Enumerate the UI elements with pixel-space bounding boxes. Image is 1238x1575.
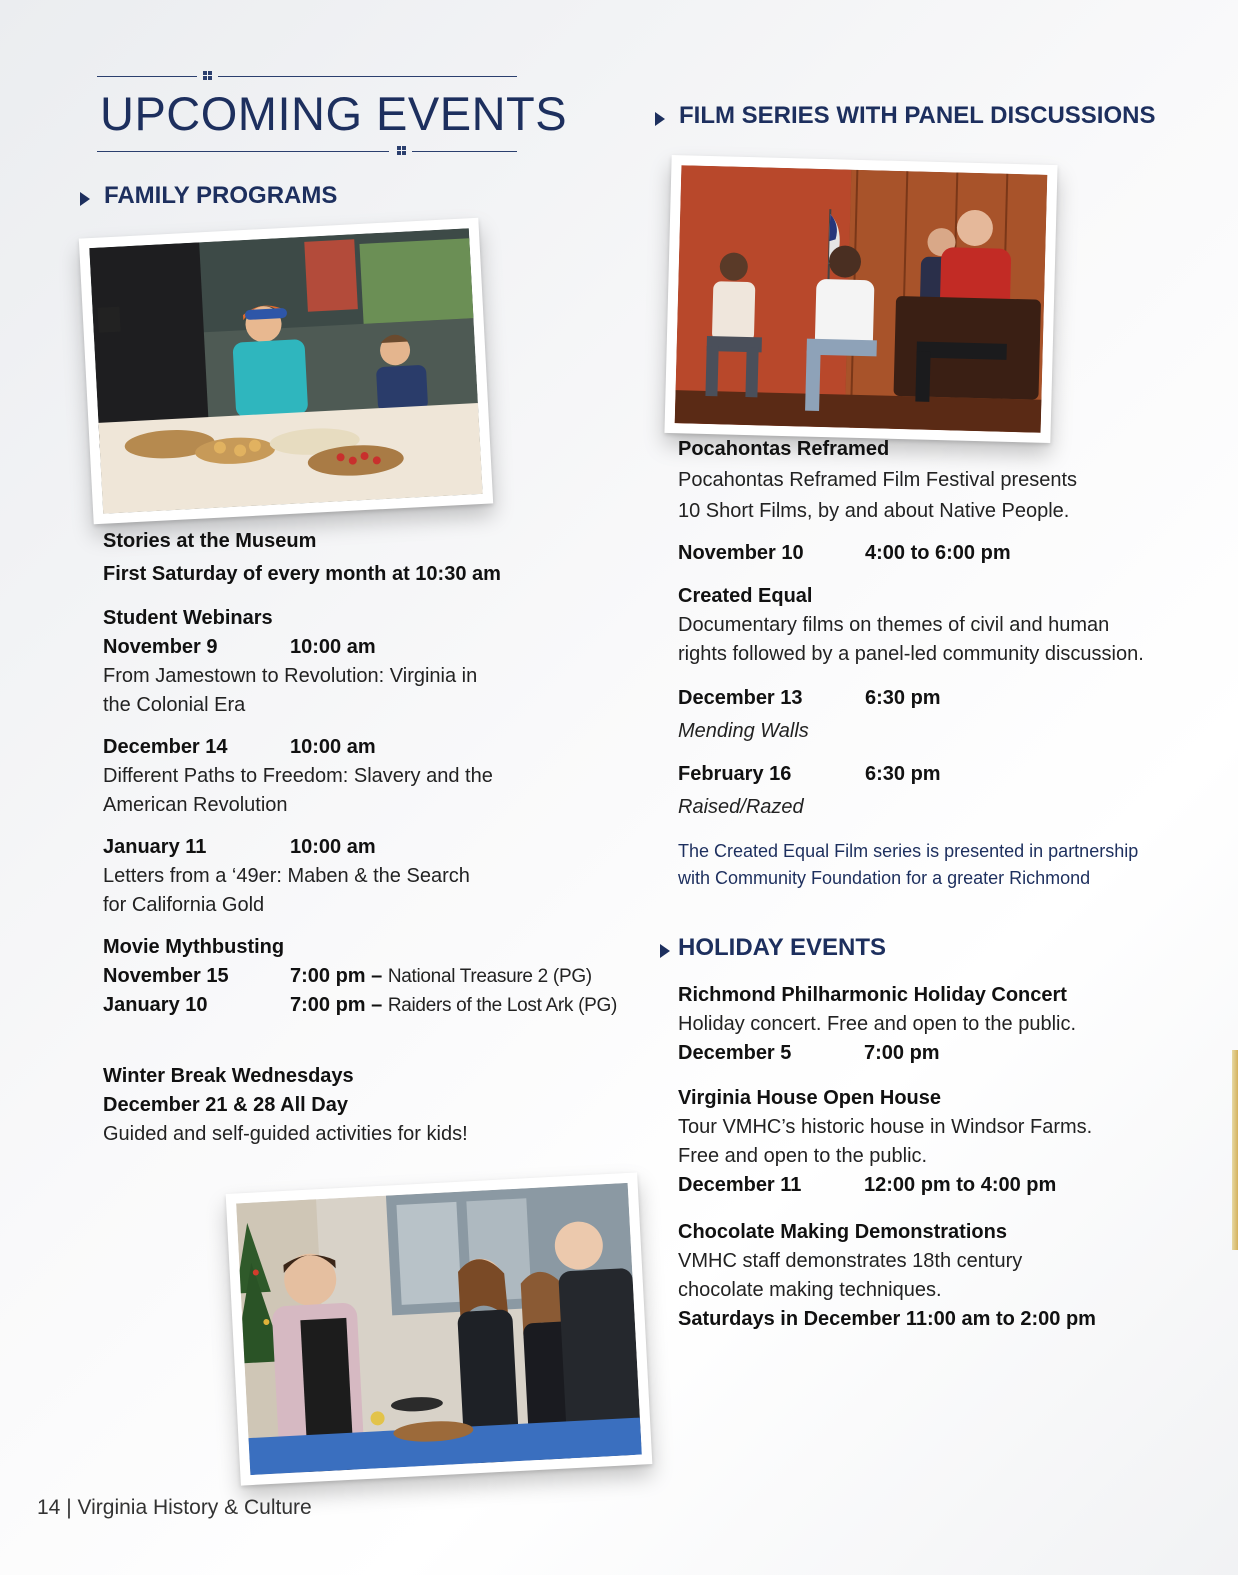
title-rule-bottom-left [97, 151, 389, 152]
webinar-desc-line1: Different Paths to Freedom: Slavery and the [103, 765, 493, 787]
family-photo [79, 218, 493, 525]
credit-line2: with Community Foundation for a greater Richmond [678, 868, 1091, 888]
created-equal-desc-line2: rights followed by a panel-led community discussion. [678, 643, 1144, 665]
open-house-desc-line2: Free and open to the public. [678, 1145, 928, 1167]
webinar-date-row [103, 633, 493, 662]
open-house-block [678, 1084, 1092, 1200]
stories-title: Stories at the Museum [103, 530, 317, 552]
chocolate-title: Chocolate Making Demonstrations [678, 1221, 1007, 1243]
concert-date-row [678, 1039, 1076, 1068]
created-equal-title: Created Equal [678, 585, 813, 607]
pocahontas-time: 4:00 to 6:00 pm [865, 542, 1011, 564]
film-time: 6:30 pm [865, 763, 941, 785]
movie-time: 7:00 pm – [290, 994, 383, 1016]
triangle-bullet-icon [80, 192, 90, 206]
pocahontas-desc-line2: 10 Short Films, by and about Native People. [678, 500, 1070, 522]
panel-discussion-image [675, 165, 1048, 432]
triangle-bullet-icon [655, 112, 665, 126]
webinar-time: 10:00 am [290, 736, 376, 758]
created-equal-block [678, 582, 1144, 822]
movie-mythbusting-block [103, 933, 618, 1020]
movie-row [103, 962, 592, 991]
title-rule-top-right [218, 76, 517, 77]
film-date: December 13 [678, 687, 803, 709]
title-ornament-bottom [397, 146, 406, 155]
movie-date: January 10 [103, 994, 208, 1016]
credit-line1: The Created Equal Film series is presented in partnership [678, 841, 1139, 861]
webinar-desc-line2: American Revolution [103, 794, 288, 816]
winter-break-desc: Guided and self-guided activities for kids! [103, 1123, 468, 1145]
movie-date: November 15 [103, 965, 229, 987]
webinars-block [103, 604, 493, 920]
pocahontas-title: Pocahontas Reframed [678, 438, 890, 460]
concert-title: Richmond Philharmonic Holiday Concert [678, 984, 1067, 1006]
webinar-desc-line1: Letters from a ‘49er: Maben & the Search [103, 865, 470, 887]
chocolate-photo [226, 1172, 653, 1485]
chocolate-desc-line1: VMHC staff demonstrates 18th century [678, 1250, 1023, 1272]
movie-time: 7:00 pm – [290, 965, 383, 987]
open-house-time: 12:00 pm to 4:00 pm [864, 1174, 1057, 1196]
triangle-bullet-icon [660, 944, 670, 958]
pocahontas-block [678, 435, 1077, 568]
pocahontas-date: November 10 [678, 542, 804, 564]
film-date: February 16 [678, 763, 792, 785]
stories-schedule: First Saturday of every month at 10:30 am [103, 563, 501, 585]
concert-date: December 5 [678, 1042, 792, 1064]
concert-block [678, 981, 1076, 1068]
film-panel-photo [664, 155, 1057, 443]
title-rule-bottom-right [412, 151, 517, 152]
chocolate-demonstration-image [236, 1183, 642, 1475]
movie-mythbusting-title: Movie Mythbusting [103, 936, 285, 958]
movie-row [103, 991, 618, 1020]
pocahontas-date-row [678, 539, 1077, 568]
title-rule-top-left [97, 76, 197, 77]
webinar-time: 10:00 am [290, 836, 376, 858]
page-footer: 14 | Virginia History & Culture [37, 1496, 312, 1519]
chocolate-schedule: Saturdays in December 11:00 am to 2:00 pm [678, 1308, 1096, 1330]
open-house-title: Virginia House Open House [678, 1087, 942, 1109]
film-title: Mending Walls [678, 720, 809, 742]
movie-title: Raiders of the Lost Ark (PG) [387, 995, 618, 1016]
created-equal-credit [678, 838, 1138, 892]
concert-desc: Holiday concert. Free and open to the public. [678, 1013, 1077, 1035]
title-ornament-top [203, 71, 212, 80]
film-title: Raised/Razed [678, 796, 804, 818]
stories-block [103, 527, 501, 589]
created-equal-desc-line1: Documentary films on themes of civil and human [678, 614, 1110, 636]
webinar-date: December 14 [103, 736, 228, 758]
webinar-date-row [103, 733, 493, 762]
chocolate-desc-line2: chocolate making techniques. [678, 1279, 942, 1301]
webinar-date-row [103, 833, 493, 862]
movie-title: National Treasure 2 (PG) [387, 966, 592, 987]
pocahontas-desc-line1: Pocahontas Reframed Film Festival presents [678, 469, 1078, 491]
concert-time: 7:00 pm [864, 1042, 940, 1064]
film-date-row [678, 684, 1144, 713]
webinar-desc-line1: From Jamestown to Revolution: Virginia in [103, 665, 478, 687]
film-date-row [678, 760, 1144, 789]
webinar-date: January 11 [103, 836, 207, 858]
open-house-date: December 11 [678, 1174, 802, 1196]
webinar-date: November 9 [103, 636, 218, 658]
open-house-date-row [678, 1171, 1092, 1200]
winter-break-title: Winter Break Wednesdays [103, 1065, 354, 1087]
open-house-desc-line1: Tour VMHC’s historic house in Windsor Farms. [678, 1116, 1093, 1138]
page-title: UPCOMING EVENTS [100, 87, 568, 140]
winter-break-dates: December 21 & 28 All Day [103, 1094, 348, 1116]
webinar-desc-line2: for California Gold [103, 894, 265, 916]
webinars-title: Student Webinars [103, 607, 273, 629]
page-edge-tab [1232, 1050, 1238, 1250]
webinar-time: 10:00 am [290, 636, 376, 658]
children-at-exhibit-image [89, 228, 482, 514]
webinar-desc-line2: the Colonial Era [103, 694, 246, 716]
film-time: 6:30 pm [865, 687, 941, 709]
winter-break-block [103, 1062, 468, 1149]
chocolate-block [678, 1218, 1096, 1334]
